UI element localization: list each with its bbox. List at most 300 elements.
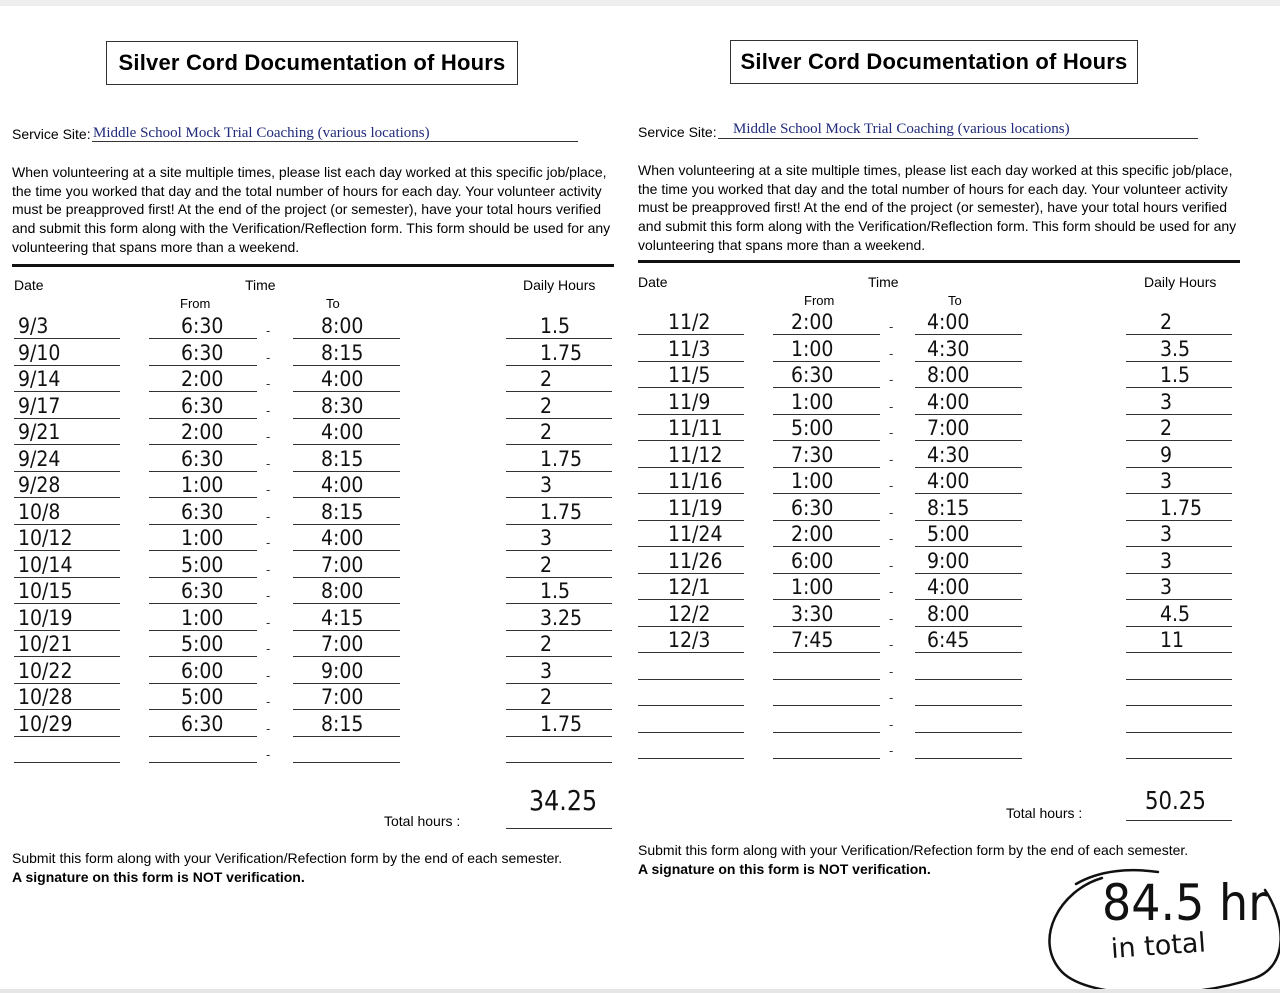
date-value: 10/29 xyxy=(18,711,73,736)
hours-value: 2 xyxy=(540,393,553,418)
date-cell xyxy=(14,631,120,657)
hours-value: 1.75 xyxy=(540,446,583,471)
date-value: 12/3 xyxy=(668,628,711,652)
from-cell xyxy=(149,578,257,604)
from-cell xyxy=(149,340,257,366)
to-cell xyxy=(293,658,400,684)
submit-note: Submit this form along with your Verification/Refection form by the end of each semester. xyxy=(12,850,563,866)
hours-cell xyxy=(506,393,612,419)
to-value: 4:15 xyxy=(321,605,364,630)
from-cell xyxy=(149,393,257,419)
to-value: 4:00 xyxy=(321,367,364,391)
date-value: 11/12 xyxy=(668,442,723,467)
from-value: 2:00 xyxy=(791,522,834,546)
hours-cell xyxy=(506,499,612,525)
date-value: 11/24 xyxy=(668,522,723,546)
hours-value: 3.5 xyxy=(1160,336,1191,361)
date-cell xyxy=(638,654,744,680)
to-value: 4:00 xyxy=(927,575,970,599)
from-cell xyxy=(149,472,257,498)
to-cell xyxy=(293,578,400,604)
from-value: 5:00 xyxy=(181,552,224,577)
to-cell xyxy=(293,631,400,657)
from-cell xyxy=(149,366,257,392)
time-range-dash: - xyxy=(889,372,894,387)
hours-cell xyxy=(1126,707,1232,733)
submit-note: Submit this form along with your Verification/Refection form by the end of each semester. xyxy=(638,842,1189,858)
date-value: 11/9 xyxy=(668,389,711,414)
time-header: Time xyxy=(868,274,899,290)
from-value: 6:30 xyxy=(181,446,224,471)
time-range-dash: - xyxy=(266,641,271,656)
hours-value: 3 xyxy=(540,526,553,550)
date-cell xyxy=(638,601,744,627)
to-value: 9:00 xyxy=(927,548,970,573)
date-value: 9/3 xyxy=(18,314,49,338)
hours-cell xyxy=(506,366,612,392)
from-header: From xyxy=(180,296,211,311)
to-value: 8:30 xyxy=(321,393,364,418)
overall-total-annotation xyxy=(1040,860,1280,993)
daily-hours-header: Daily Hours xyxy=(1144,274,1217,290)
date-value: 11/3 xyxy=(668,336,711,361)
date-cell xyxy=(638,442,744,468)
hours-value: 1.75 xyxy=(1160,495,1203,520)
date-cell xyxy=(14,313,120,339)
time-range-dash: - xyxy=(889,743,894,758)
date-cell xyxy=(638,362,744,388)
date-value: 9/28 xyxy=(18,473,61,497)
total-hours-line xyxy=(1126,820,1232,821)
from-cell xyxy=(149,684,257,710)
from-value: 6:30 xyxy=(181,340,224,365)
from-value: 1:00 xyxy=(791,336,834,361)
to-cell xyxy=(915,442,1022,468)
date-value: 10/12 xyxy=(18,526,73,550)
to-value: 8:15 xyxy=(927,495,970,520)
to-cell xyxy=(915,654,1022,680)
to-cell xyxy=(915,389,1022,415)
from-cell xyxy=(773,362,880,388)
hours-value: 9 xyxy=(1160,442,1173,467)
daily-hours-header: Daily Hours xyxy=(523,277,596,293)
hours-cell xyxy=(1126,733,1232,759)
hours-value: 1.75 xyxy=(540,340,583,365)
hours-value: 2 xyxy=(540,367,553,391)
date-cell xyxy=(638,468,744,494)
hours-cell xyxy=(506,340,612,366)
to-cell xyxy=(915,627,1022,653)
hours-cell xyxy=(506,631,612,657)
page-bottom-edge xyxy=(0,989,1280,993)
date-value: 10/14 xyxy=(18,552,73,577)
to-value: 7:00 xyxy=(321,685,364,709)
to-cell xyxy=(293,393,400,419)
service-site-line xyxy=(718,138,1198,139)
from-cell xyxy=(773,654,880,680)
date-cell xyxy=(14,658,120,684)
from-cell xyxy=(149,605,257,631)
to-cell xyxy=(293,340,400,366)
date-cell xyxy=(14,393,120,419)
from-value: 6:30 xyxy=(181,314,224,338)
to-cell xyxy=(915,548,1022,574)
hours-value: 3 xyxy=(540,658,553,683)
date-value: 10/15 xyxy=(18,579,73,603)
date-value: 10/28 xyxy=(18,685,73,709)
hours-cell xyxy=(1126,468,1232,494)
to-cell xyxy=(293,737,400,763)
from-cell xyxy=(149,446,257,472)
date-value: 12/2 xyxy=(668,601,711,626)
hours-cell xyxy=(1126,389,1232,415)
service-site-label: Service Site: xyxy=(12,126,91,142)
from-value: 6:30 xyxy=(791,363,834,387)
from-cell xyxy=(773,627,880,653)
hours-cell xyxy=(1126,495,1232,521)
date-value: 10/21 xyxy=(18,632,73,656)
to-cell xyxy=(915,601,1022,627)
time-range-dash: - xyxy=(266,720,271,736)
hours-cell xyxy=(506,605,612,631)
signature-note: A signature on this form is NOT verification. xyxy=(638,861,931,877)
from-value: 1:00 xyxy=(181,605,224,630)
from-cell xyxy=(773,733,880,759)
to-cell xyxy=(293,525,400,551)
from-cell xyxy=(149,419,257,445)
time-range-dash: - xyxy=(889,451,894,467)
date-value: 9/17 xyxy=(18,393,61,418)
hours-cell xyxy=(1126,415,1232,441)
from-cell xyxy=(773,548,880,574)
time-range-dash: - xyxy=(266,323,271,338)
from-cell xyxy=(773,389,880,415)
hours-value: 2 xyxy=(540,632,553,656)
time-range-dash: - xyxy=(266,376,271,391)
from-cell xyxy=(149,711,257,737)
service-site-label: Service Site: xyxy=(638,124,717,140)
time-range-dash: - xyxy=(266,508,271,524)
date-value: 9/14 xyxy=(18,367,61,391)
date-cell xyxy=(14,525,120,551)
date-value: 11/19 xyxy=(668,495,723,520)
total-hours-value: 34.25 xyxy=(529,784,598,817)
to-cell xyxy=(915,336,1022,362)
from-cell xyxy=(773,415,880,441)
to-cell xyxy=(293,499,400,525)
to-value: 8:15 xyxy=(321,711,364,736)
hours-cell xyxy=(506,737,612,763)
to-cell xyxy=(293,419,400,445)
to-value: 7:00 xyxy=(927,416,970,440)
hours-value: 3 xyxy=(1160,389,1173,414)
to-cell xyxy=(915,733,1022,759)
date-cell xyxy=(14,684,120,710)
hours-value: 1.5 xyxy=(1160,363,1191,387)
time-range-dash: - xyxy=(889,584,894,599)
from-cell xyxy=(149,313,257,339)
service-site-value: Middle School Mock Trial Coaching (various locations) xyxy=(733,121,1070,137)
hours-value: 3.25 xyxy=(540,605,583,630)
to-value: 4:00 xyxy=(321,526,364,550)
date-cell xyxy=(14,578,120,604)
hours-cell xyxy=(1126,654,1232,680)
to-value: 4:30 xyxy=(927,336,970,361)
date-cell xyxy=(638,309,744,335)
service-site-line xyxy=(92,141,578,142)
date-value: 11/5 xyxy=(668,363,711,387)
to-cell xyxy=(915,415,1022,441)
to-cell xyxy=(915,309,1022,335)
to-value: 7:00 xyxy=(321,552,364,577)
to-cell xyxy=(915,468,1022,494)
to-value: 4:00 xyxy=(927,310,970,334)
hours-cell xyxy=(1126,442,1232,468)
time-range-dash: - xyxy=(266,561,271,577)
date-cell xyxy=(14,499,120,525)
to-header: To xyxy=(948,293,962,308)
hours-value: 3 xyxy=(540,473,553,497)
to-cell xyxy=(915,680,1022,706)
to-value: 8:00 xyxy=(927,363,970,387)
date-value: 11/16 xyxy=(668,469,723,493)
date-cell xyxy=(638,574,744,600)
from-value: 1:00 xyxy=(791,575,834,599)
to-value: 8:00 xyxy=(321,314,364,338)
hours-cell xyxy=(1126,548,1232,574)
date-cell xyxy=(638,707,744,733)
time-range-dash: - xyxy=(889,425,894,440)
date-cell xyxy=(638,495,744,521)
from-cell xyxy=(773,680,880,706)
to-cell xyxy=(915,362,1022,388)
to-cell xyxy=(293,366,400,392)
from-cell xyxy=(149,552,257,578)
from-value: 5:00 xyxy=(181,685,224,709)
to-value: 5:00 xyxy=(927,522,970,546)
time-range-dash: - xyxy=(266,429,271,444)
date-cell xyxy=(638,336,744,362)
time-range-dash: - xyxy=(889,531,894,546)
time-range-dash: - xyxy=(889,345,894,361)
date-value: 12/1 xyxy=(668,575,711,599)
time-range-dash: - xyxy=(266,455,271,471)
time-range-dash: - xyxy=(889,690,894,705)
from-cell xyxy=(773,601,880,627)
date-value: 10/19 xyxy=(18,605,73,630)
date-cell xyxy=(14,552,120,578)
hours-cell xyxy=(1126,362,1232,388)
hours-value: 3 xyxy=(1160,548,1173,573)
total-hours-label: Total hours : xyxy=(384,813,461,829)
to-value: 8:00 xyxy=(321,579,364,603)
from-value: 6:30 xyxy=(181,499,224,524)
from-value: 7:45 xyxy=(791,628,834,652)
hours-cell xyxy=(1126,309,1232,335)
hours-value: 1.5 xyxy=(540,579,571,603)
date-cell xyxy=(638,521,744,547)
hours-cell xyxy=(1126,680,1232,706)
date-cell xyxy=(14,605,120,631)
overall-total-caption: in total xyxy=(1110,927,1207,965)
form-title: Silver Cord Documentation of Hours xyxy=(106,41,518,85)
date-value: 11/26 xyxy=(668,548,723,573)
to-value: 4:00 xyxy=(927,469,970,493)
date-header: Date xyxy=(14,277,44,293)
from-cell xyxy=(149,737,257,763)
instructions: When volunteering at a site multiple times, please list each day worked at this specific job/place, the time you worked that day and the total number of hours for each day. Your volunteer activity must be preapproved first! At the end of the project (or semester), have your total hours verified and submit this form along with the Verification/Reflection form. This form should be used for any volunteering that spans more than a weekend. xyxy=(638,162,1237,253)
total-hours-label: Total hours : xyxy=(1006,805,1083,821)
time-range-dash: - xyxy=(266,402,271,418)
date-cell xyxy=(638,733,744,759)
from-cell xyxy=(149,631,257,657)
from-value: 5:00 xyxy=(181,632,224,656)
from-cell xyxy=(773,468,880,494)
from-value: 2:00 xyxy=(181,367,224,391)
from-cell xyxy=(149,499,257,525)
hours-cell xyxy=(1126,574,1232,600)
to-value: 7:00 xyxy=(321,632,364,656)
hours-cell xyxy=(506,552,612,578)
to-cell xyxy=(915,495,1022,521)
hours-value: 1.75 xyxy=(540,711,583,736)
hours-cell xyxy=(506,446,612,472)
to-value: 8:15 xyxy=(321,446,364,471)
from-cell xyxy=(773,495,880,521)
total-hours-value: 50.25 xyxy=(1145,786,1206,815)
to-cell xyxy=(915,521,1022,547)
time-range-dash: - xyxy=(889,398,894,414)
date-value: 10/8 xyxy=(18,499,61,524)
hours-cell xyxy=(1126,601,1232,627)
table-top-rule xyxy=(638,260,1240,263)
to-value: 4:30 xyxy=(927,442,970,467)
hours-cell xyxy=(506,578,612,604)
time-range-dash: - xyxy=(266,535,271,550)
time-range-dash: - xyxy=(266,747,271,762)
instructions: When volunteering at a site multiple times, please list each day worked at this specific job/place, the time you worked that day and the total number of hours for each day. Your volunteer activity must be preapproved first! At the end of the project (or semester), have your total hours verified and submit this form along with the Verification/Reflection form. This form should be used for any volunteering that spans more than a weekend. xyxy=(12,164,611,255)
from-value: 1:00 xyxy=(181,526,224,550)
date-value: 9/10 xyxy=(18,340,61,365)
time-range-dash: - xyxy=(889,478,894,493)
date-cell xyxy=(14,472,120,498)
hours-cell xyxy=(506,419,612,445)
hours-value: 3 xyxy=(1160,575,1173,599)
hours-cell xyxy=(1126,336,1232,362)
time-range-dash: - xyxy=(266,667,271,683)
from-header: From xyxy=(804,293,835,308)
date-value: 9/24 xyxy=(18,446,61,471)
date-cell xyxy=(638,548,744,574)
hours-value: 2 xyxy=(540,420,553,444)
time-range-dash: - xyxy=(889,610,894,626)
hours-cell xyxy=(506,658,612,684)
hours-cell xyxy=(1126,521,1232,547)
date-cell xyxy=(14,419,120,445)
time-range-dash: - xyxy=(266,482,271,497)
to-value: 8:15 xyxy=(321,499,364,524)
service-site-value: Middle School Mock Trial Coaching (various locations) xyxy=(93,125,430,141)
total-hours-line xyxy=(506,828,612,829)
table-top-rule xyxy=(12,264,614,267)
date-cell xyxy=(638,389,744,415)
date-cell xyxy=(14,340,120,366)
from-value: 6:30 xyxy=(181,711,224,736)
from-cell xyxy=(149,525,257,551)
to-cell xyxy=(293,313,400,339)
from-cell xyxy=(773,309,880,335)
to-cell xyxy=(293,711,400,737)
to-cell xyxy=(293,446,400,472)
to-value: 8:15 xyxy=(321,340,364,365)
from-value: 3:30 xyxy=(791,601,834,626)
hours-value: 2 xyxy=(1160,416,1173,440)
from-cell xyxy=(773,707,880,733)
right-form xyxy=(638,0,1250,993)
hours-cell xyxy=(506,711,612,737)
hours-value: 11 xyxy=(1160,628,1185,652)
hours-value: 2 xyxy=(540,552,553,577)
date-header: Date xyxy=(638,274,668,290)
signature-note: A signature on this form is NOT verification. xyxy=(12,869,305,885)
date-cell xyxy=(14,446,120,472)
to-cell xyxy=(293,605,400,631)
date-value: 9/21 xyxy=(18,420,61,444)
date-value: 11/11 xyxy=(668,416,723,440)
to-value: 8:00 xyxy=(927,601,970,626)
hours-value: 2 xyxy=(1160,310,1173,334)
from-value: 6:30 xyxy=(181,393,224,418)
from-cell xyxy=(773,521,880,547)
hours-cell xyxy=(506,313,612,339)
to-header: To xyxy=(326,296,340,311)
to-cell xyxy=(293,472,400,498)
to-value: 4:00 xyxy=(321,473,364,497)
to-cell xyxy=(293,684,400,710)
to-value: 6:45 xyxy=(927,628,970,652)
time-header: Time xyxy=(245,277,276,293)
to-cell xyxy=(915,707,1022,733)
from-value: 1:00 xyxy=(181,473,224,497)
from-value: 1:00 xyxy=(791,469,834,493)
date-cell xyxy=(14,366,120,392)
hours-cell xyxy=(1126,627,1232,653)
from-cell xyxy=(773,336,880,362)
date-cell xyxy=(638,415,744,441)
time-range-dash: - xyxy=(266,588,271,603)
form-title: Silver Cord Documentation of Hours xyxy=(730,40,1138,84)
from-value: 2:00 xyxy=(791,310,834,334)
time-range-dash: - xyxy=(889,716,894,732)
hours-cell xyxy=(506,684,612,710)
time-range-dash: - xyxy=(266,349,271,365)
from-value: 6:00 xyxy=(181,658,224,683)
from-value: 7:30 xyxy=(791,442,834,467)
from-cell xyxy=(149,658,257,684)
to-value: 4:00 xyxy=(927,389,970,414)
time-range-dash: - xyxy=(889,504,894,520)
hours-value: 1.5 xyxy=(540,314,571,338)
from-value: 2:00 xyxy=(181,420,224,444)
hours-value: 3 xyxy=(1160,522,1173,546)
hours-cell xyxy=(506,525,612,551)
time-range-dash: - xyxy=(889,663,894,679)
from-cell xyxy=(773,574,880,600)
hours-value: 2 xyxy=(540,685,553,709)
date-cell xyxy=(638,627,744,653)
time-range-dash: - xyxy=(889,637,894,652)
from-value: 5:00 xyxy=(791,416,834,440)
